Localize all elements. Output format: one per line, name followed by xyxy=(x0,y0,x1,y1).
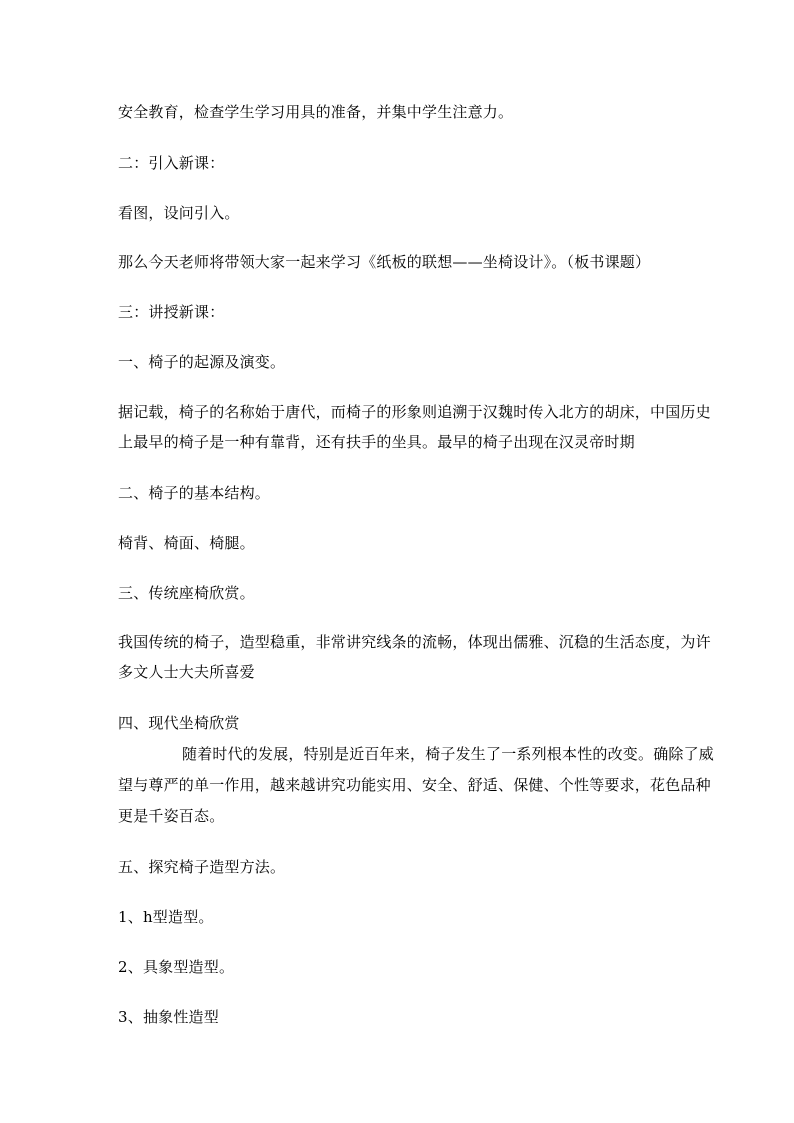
paragraph-line-traditional-1: 我国传统的椅子，造型稳重，非常讲究线条的流畅，体现出儒雅、沉稳的生活态度，为许 xyxy=(118,633,711,651)
subheading-traditional-chairs: 三、传统座椅欣赏。 xyxy=(118,584,255,602)
paragraph-line-origin-2: 上最早的椅子是一种有靠背，还有扶手的坐具。最早的椅子出现在汉灵帝时期 xyxy=(118,433,635,451)
paragraph-line-modern-1: 随着时代的发展，特别是近百年来，椅子发生了一系列根本性的改变。确除了威 xyxy=(182,745,715,763)
section-heading-teach-lesson: 三：讲授新课： xyxy=(118,303,225,321)
section-heading-introduce-lesson: 二：引入新课： xyxy=(118,154,225,172)
text-line-safety-education: 安全教育，检查学生学习用具的准备，并集中学生注意力。 xyxy=(118,103,514,121)
paragraph-line-modern-3: 更是千姿百态。 xyxy=(118,807,225,825)
text-line-lesson-title: 那么今天老师将带领大家一起来学习《纸板的联想——坐椅设计》。（板书课题） xyxy=(118,253,651,271)
subheading-chair-modeling-methods: 五、探究椅子造型方法。 xyxy=(118,858,286,876)
text-line-picture-question: 看图，设问引入。 xyxy=(118,204,240,222)
subheading-chair-origin: 一、椅子的起源及演变。 xyxy=(118,353,286,371)
subheading-modern-chairs: 四、现代坐椅欣赏 xyxy=(118,714,240,732)
text-line-structure-parts: 椅背、椅面、椅腿。 xyxy=(118,534,255,552)
list-item-method-2: 2、具象型造型。 xyxy=(118,958,235,976)
list-item-method-1: 1、h型造型。 xyxy=(118,908,214,926)
list-item-method-3: 3、抽象性造型 xyxy=(118,1008,219,1026)
paragraph-line-modern-2: 望与尊严的单一作用，越来越讲究功能实用、安全、舒适、保健、个性等要求，花色品种 xyxy=(118,776,711,794)
paragraph-line-traditional-2: 多文人士大夫所喜爱 xyxy=(118,663,255,681)
paragraph-line-origin-1: 据记载，椅子的名称始于唐代，而椅子的形象则追溯于汉魏时传入北方的胡床，中国历史 xyxy=(118,403,711,421)
subheading-chair-structure: 二、椅子的基本结构。 xyxy=(118,484,271,502)
